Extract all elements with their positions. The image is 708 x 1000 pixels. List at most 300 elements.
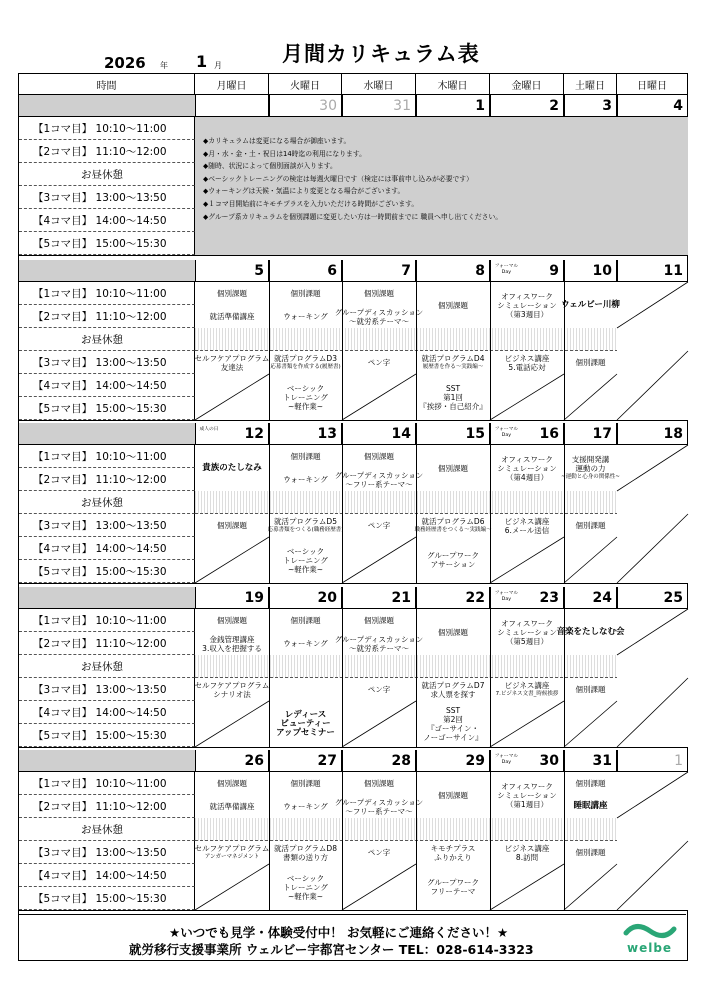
day-number: 27 <box>317 753 337 769</box>
schedule-cell <box>269 701 342 747</box>
schedule-cell <box>490 514 564 537</box>
cell-line: ウォーキング <box>283 475 328 484</box>
day-number: 6 <box>327 263 337 279</box>
cell-line: ~運動と心身の関係性~ <box>561 473 620 480</box>
day-box <box>416 260 490 282</box>
schedule-cell <box>564 772 617 795</box>
cell-line: 応募書類を作成する(履歴書) <box>270 363 341 370</box>
day-number: 19 <box>244 590 264 606</box>
day-box <box>195 750 269 772</box>
schedule-cell <box>269 305 342 328</box>
day-box <box>195 95 269 117</box>
cell-line: フリーテーマ <box>430 887 476 896</box>
cell-line: 就活プログラムD6 <box>421 516 485 526</box>
column-header: 火曜日 <box>269 74 342 95</box>
schedule-cell <box>556 609 625 655</box>
day-number: 3 <box>602 98 612 114</box>
day-number: 28 <box>391 753 411 769</box>
cell-line: ウェルビー川柳 <box>561 299 620 310</box>
day-number: 17 <box>592 426 612 442</box>
day-box <box>416 587 490 609</box>
schedule-cell <box>564 514 617 537</box>
timeslot-label: 【2コマ目】 11:10～12:00 <box>19 795 195 818</box>
day-box <box>490 750 564 772</box>
day-box <box>269 750 342 772</box>
cell-line: 個別課題 <box>438 463 468 473</box>
schedule-cell <box>195 514 269 537</box>
day-number: 16 <box>539 426 559 442</box>
day-box <box>617 750 688 772</box>
empty-slot-slash <box>617 678 688 747</box>
cell-line: SST <box>445 383 461 393</box>
day-number: 23 <box>539 590 559 606</box>
notice-line: ◆グループ系カリキュラムを個別課題に変更したい方は一時間前までに 職員へ申し出てください。 <box>203 212 503 221</box>
notice-line: ◆カリキュラムは変更になる場合が御座います。 <box>203 137 351 145</box>
cell-line: 就活プログラムD8 <box>274 843 337 853</box>
schedule-cell <box>195 795 269 818</box>
footer-slogan: ★いつでも見学・体験受付中！ お気軽にご連絡ください！★ <box>169 925 509 940</box>
schedule-cell <box>416 701 490 747</box>
notice-line: ◆ベーシックトレーニングの検定は毎週火曜日です（検定には事前申し込みが必要です） <box>203 174 473 183</box>
cell-line: 個別課題 <box>364 779 394 788</box>
cell-line: オフィスワーク <box>501 291 553 301</box>
cell-line: 就活準備講座 <box>209 312 255 321</box>
cell-line: ベーシック <box>286 383 325 393</box>
day-box <box>617 95 688 117</box>
schedule-cell <box>490 609 564 655</box>
empty-slot-slash <box>490 701 564 747</box>
day-box <box>269 260 342 282</box>
cell-line: （第4週目） <box>505 472 549 482</box>
day-number: 24 <box>592 590 612 606</box>
cell-line: レディース <box>284 709 327 720</box>
day-number: 9 <box>549 263 559 279</box>
schedule-cell <box>334 305 424 328</box>
day-box <box>564 260 617 282</box>
empty-slot-slash <box>564 537 617 583</box>
cell-line: ～就労系テーマ～ <box>349 643 409 653</box>
empty-slot-slash <box>617 282 688 328</box>
cell-line: 個別課題 <box>364 289 394 298</box>
cell-line: ウォーキング <box>283 312 328 321</box>
week-divider <box>19 420 688 421</box>
schedule-cell <box>342 678 416 701</box>
day-box <box>490 95 564 117</box>
column-header: 土曜日 <box>564 74 617 95</box>
cell-line: （第1週目） <box>505 799 549 809</box>
cell-line: 職務経歴書をつくる～実践編～ <box>414 526 492 533</box>
schedule-cell <box>416 374 490 420</box>
lunch-label: お昼休憩 <box>19 818 195 841</box>
cell-line: オフィスワーク <box>501 454 553 464</box>
schedule-cell <box>334 795 424 818</box>
day-number: 5 <box>254 263 264 279</box>
footer-contact: 就労移行支援事業所 ウェルビー宇都宮センター TEL：028-614-3323 <box>129 942 534 957</box>
cell-line: 支援開発講 <box>571 454 610 464</box>
timeslot-label: 【1コマ目】 10:10～11:00 <box>19 282 195 305</box>
cell-line: 『ゴーサイン・ <box>427 724 479 733</box>
cell-line: 就活準備講座 <box>209 802 255 811</box>
year-unit: 年 <box>160 61 168 70</box>
schedule-cell <box>490 445 564 491</box>
cell-line: 個別課題 <box>290 452 321 461</box>
day-box <box>195 260 269 282</box>
day-box <box>416 95 490 117</box>
timeslot-label: 【5コマ目】 15:00～15:30 <box>19 397 195 420</box>
empty-slot-slash <box>195 537 269 583</box>
schedule-cell <box>334 632 424 655</box>
cell-line: ~軽作業~ <box>287 564 324 574</box>
schedule-cell <box>416 445 490 491</box>
day-number: 12 <box>244 426 264 442</box>
day-number: 22 <box>465 590 485 606</box>
schedule-cell <box>490 351 564 374</box>
schedule-cell <box>416 514 490 537</box>
schedule-cell <box>269 468 342 491</box>
day-box <box>195 587 269 609</box>
cell-line: 個別課題 <box>575 521 606 530</box>
schedule-cell <box>561 282 620 328</box>
day-number: 4 <box>673 98 683 114</box>
cell-line: 貴族のたしなみ <box>202 462 262 473</box>
cell-line: 8.訪問 <box>515 852 539 862</box>
empty-slot-slash <box>564 374 617 420</box>
cell-line: 個別課題 <box>217 779 247 788</box>
cell-line: SST <box>445 706 461 715</box>
cell-line: セルフケアプログラム <box>194 680 270 690</box>
cell-line: オフィスワーク <box>501 618 553 628</box>
cell-line: ビューティー <box>280 718 331 729</box>
schedule-cell <box>416 772 490 818</box>
day-box <box>490 423 564 445</box>
cell-line: 『挨拶・自己紹介』 <box>419 401 487 411</box>
cell-line: グループディスカッション <box>334 634 424 644</box>
lunch-label: お昼休憩 <box>19 491 195 514</box>
day-number: 8 <box>475 263 485 279</box>
schedule-cell <box>269 351 342 374</box>
cell-line: ベーシック <box>286 873 325 883</box>
schedule-cell <box>269 282 342 305</box>
cell-line: 個別課題 <box>217 616 247 625</box>
cell-line: シミュレーション <box>497 300 557 310</box>
schedule-cell <box>342 772 416 795</box>
cell-line: アサーション <box>430 560 476 569</box>
cell-line: 金銭管理講座 <box>209 634 255 644</box>
notice-line: ◆ウォーキングは天候・気温により変更となる場合がございます。 <box>203 187 405 196</box>
empty-slot-slash <box>564 864 617 910</box>
cell-line: 運動の力 <box>575 463 606 473</box>
cell-line: 個別課題 <box>438 790 468 800</box>
cell-line: グループワーク <box>427 878 479 887</box>
schedule-cell <box>564 795 617 818</box>
cell-line: ビジネス講座 <box>504 680 550 690</box>
timeslot-label: 【5コマ目】 15:00～15:30 <box>19 724 195 747</box>
cell-line: グループディスカッション <box>334 470 424 480</box>
day-number: 31 <box>592 753 612 769</box>
timeslot-label: 【3コマ目】 13:00～13:50 <box>19 841 195 864</box>
schedule-cell <box>195 445 269 491</box>
timeslot-label: 【2コマ目】 11:10～12:00 <box>19 632 195 655</box>
day-number: 14 <box>391 426 411 442</box>
cell-line: 就活プログラムD5 <box>274 516 337 526</box>
timeslot-label: 【2コマ目】 11:10～12:00 <box>19 305 195 328</box>
schedule-cell <box>334 468 424 491</box>
timeslot-label: 【2コマ目】 11:10～12:00 <box>19 140 195 163</box>
timeslot-label: 【5コマ目】 15:00～15:30 <box>19 560 195 583</box>
week-divider <box>19 583 688 584</box>
timeslot-label: 【5コマ目】 15:00～15:30 <box>19 887 195 910</box>
cell-line: アンガーマネジメント <box>204 853 260 860</box>
timeslot-label: 【3コマ目】 13:00～13:50 <box>19 514 195 537</box>
cell-line: シナリオ法 <box>213 689 251 699</box>
day-box <box>617 260 688 282</box>
cell-line: シミュレーション <box>497 627 557 637</box>
schedule-cell <box>269 445 342 468</box>
notice-box <box>195 117 688 255</box>
schedule-cell <box>564 678 617 701</box>
cell-line: 個別課題 <box>217 521 247 530</box>
cell-line: オフィスワーク <box>501 781 553 791</box>
cell-line: シミュレーション <box>497 790 557 800</box>
day-number: 1 <box>475 98 485 114</box>
empty-slot-slash <box>342 701 416 747</box>
cell-line: 個別課題 <box>364 452 394 461</box>
schedule-cell <box>416 282 490 328</box>
cell-line: ～フリー系テーマ～ <box>345 479 413 489</box>
cell-line: ビジネス講座 <box>504 353 550 363</box>
schedule-cell <box>269 632 342 655</box>
empty-slot-slash <box>617 514 688 583</box>
day-number: 15 <box>465 426 485 442</box>
schedule-cell <box>416 609 490 655</box>
timeslot-label: 【5コマ目】 15:00～15:30 <box>19 232 195 255</box>
schedule-cell <box>342 841 416 864</box>
cell-line: （第5週目） <box>505 636 549 646</box>
column-header: 水曜日 <box>342 74 416 95</box>
cell-line: 5.電話応対 <box>508 362 546 372</box>
column-header: 日曜日 <box>617 74 688 95</box>
day-number: 30 <box>539 753 559 769</box>
cell-line: 個別課題 <box>217 289 247 298</box>
schedule-cell <box>342 351 416 374</box>
curriculum-table <box>18 73 688 961</box>
day-box <box>269 587 342 609</box>
cell-line: 応募書類をつくる(職務経歴書) <box>267 526 344 533</box>
day-number: 1 <box>674 753 683 769</box>
day-number: 10 <box>592 263 612 279</box>
notice-line: ◆随時、状況によって個別面談が入ります。 <box>203 162 337 171</box>
timeslot-label: 【4コマ目】 14:00～14:50 <box>19 701 195 724</box>
timeslot-label: 【1コマ目】 10:10～11:00 <box>19 117 195 140</box>
empty-slot-slash <box>617 351 688 420</box>
cell-line: 就活プログラムD3 <box>274 353 337 363</box>
day-box <box>269 423 342 445</box>
day-box <box>269 95 342 117</box>
day-box <box>564 587 617 609</box>
day-box <box>342 750 416 772</box>
cell-line: ウォーキング <box>283 639 328 648</box>
cell-line: セルフケアプログラム <box>194 353 270 363</box>
day-number: 18 <box>663 426 683 442</box>
cell-line: 個別課題 <box>364 616 394 625</box>
schedule-cell <box>416 537 490 583</box>
cell-line: ビジネス講座 <box>504 843 550 853</box>
week-divider <box>19 910 688 911</box>
cell-line: 個別課題 <box>438 300 468 310</box>
cell-line: 個別課題 <box>575 358 606 367</box>
cell-line: 7.ビジネス文書_時候挨拶 <box>495 690 559 697</box>
empty-slot-slash <box>342 537 416 583</box>
column-header: 時間 <box>19 74 195 95</box>
cell-line: ベーシック <box>286 546 325 556</box>
schedule-cell <box>269 374 342 420</box>
notice-line: ◆１コマ目開始前にキモチプラスを入力いただける時間がございます。 <box>203 199 419 208</box>
cell-line: アップセミナー <box>276 727 335 738</box>
empty-slot-slash <box>195 864 269 910</box>
schedule-cell <box>564 841 617 864</box>
timeslot-label: 【4コマ目】 14:00～14:50 <box>19 537 195 560</box>
schedule-cell <box>342 514 416 537</box>
cell-line: ~軽作業~ <box>287 401 324 411</box>
day-box <box>490 587 564 609</box>
schedule-cell <box>342 445 416 468</box>
cell-line: トレーニング <box>283 882 328 892</box>
cell-line: 個別課題 <box>438 627 468 637</box>
cell-line: 個別課題 <box>575 848 606 857</box>
cell-line: 友達法 <box>220 362 244 372</box>
cell-line: グループディスカッション <box>334 797 424 807</box>
day-number: 26 <box>244 753 264 769</box>
day-tag: フォーマル Day <box>494 426 519 438</box>
schedule-cell <box>269 772 342 795</box>
day-number: 21 <box>391 590 411 606</box>
column-header: 金曜日 <box>490 74 564 95</box>
empty-slot-slash <box>617 609 688 655</box>
cell-line: シミュレーション <box>497 463 557 473</box>
schedule-cell <box>195 841 269 864</box>
timeslot-label: 【4コマ目】 14:00～14:50 <box>19 209 195 232</box>
day-tag: フォーマル Day <box>494 590 519 602</box>
page-title: 月間カリキュラム表 <box>282 42 480 66</box>
cell-line: ふりかえり <box>434 852 472 862</box>
schedule-cell <box>342 282 416 305</box>
lunch-label: お昼休憩 <box>19 328 195 351</box>
cell-line: トレーニング <box>283 392 328 402</box>
day-box <box>490 260 564 282</box>
empty-slot-slash <box>342 374 416 420</box>
cell-line: 個別課題 <box>290 289 321 298</box>
schedule-cell <box>490 678 564 701</box>
column-header: 木曜日 <box>416 74 490 95</box>
cell-line: ペン字 <box>367 848 391 857</box>
schedule-cell <box>416 841 490 864</box>
cell-line: 6.メール送信 <box>504 525 550 535</box>
day-box <box>195 423 269 445</box>
schedule-cell <box>416 864 490 910</box>
column-header: 月曜日 <box>195 74 269 95</box>
year: 2026 <box>104 54 146 72</box>
timeslot-label: 【3コマ目】 13:00～13:50 <box>19 351 195 374</box>
cell-line: グループディスカッション <box>334 307 424 317</box>
lunch-label: お昼休憩 <box>19 163 195 186</box>
empty-slot-slash <box>490 537 564 583</box>
empty-slot-slash <box>490 864 564 910</box>
cell-line: ペン字 <box>367 358 391 367</box>
day-box <box>564 750 617 772</box>
day-box <box>342 587 416 609</box>
empty-slot-slash <box>564 701 617 747</box>
cell-line: ウォーキング <box>283 802 328 811</box>
cell-line: 求人票を探す <box>430 689 476 699</box>
schedule-cell <box>490 282 564 328</box>
day-number: 29 <box>465 753 485 769</box>
cell-line: グループワーク <box>427 551 479 560</box>
day-number: 13 <box>317 426 337 442</box>
cell-line: 書類の送り方 <box>283 852 328 862</box>
cell-line: ペン字 <box>367 521 391 530</box>
schedule-cell <box>564 351 617 374</box>
logo-text: welbe <box>627 941 673 955</box>
day-box <box>342 423 416 445</box>
cell-line: 個別課題 <box>290 616 321 625</box>
day-number: 31 <box>393 98 411 114</box>
cell-line: 3.収入を把握する <box>202 643 262 653</box>
cell-line: 個別課題 <box>575 685 606 694</box>
cell-line: セルフケアプログラム <box>194 843 270 853</box>
empty-slot-slash <box>617 841 688 910</box>
schedule-cell <box>561 445 620 491</box>
title-row <box>0 38 708 74</box>
day-box <box>342 260 416 282</box>
day-box <box>342 95 416 117</box>
cell-line: ノーゴーサイン』 <box>423 733 483 742</box>
cell-line: 第1回 <box>443 392 463 402</box>
day-box <box>416 750 490 772</box>
schedule-cell <box>195 351 269 374</box>
month: 1 <box>196 52 208 71</box>
schedule-cell <box>269 841 342 864</box>
cell-line: ~軽作業~ <box>287 891 324 901</box>
timeslot-label: 【3コマ目】 13:00～13:50 <box>19 186 195 209</box>
day-number: 30 <box>319 98 337 114</box>
lunch-label: お昼休憩 <box>19 655 195 678</box>
week-divider <box>19 255 688 256</box>
cell-line: 就活プログラムD7 <box>421 680 485 690</box>
empty-slot-slash <box>342 864 416 910</box>
cell-line: キモチプラス <box>430 843 476 853</box>
timeslot-label: 【2コマ目】 11:10～12:00 <box>19 468 195 491</box>
schedule-cell <box>195 678 269 701</box>
schedule-cell <box>342 609 416 632</box>
cell-line: 第2回 <box>443 715 463 724</box>
cell-line: ペン字 <box>367 685 391 694</box>
cell-line: ～就労系テーマ～ <box>349 316 409 326</box>
empty-slot-slash <box>490 374 564 420</box>
cell-line: 睡眠講座 <box>573 801 608 811</box>
empty-slot-slash <box>617 772 688 818</box>
cell-line: ビジネス講座 <box>504 516 550 526</box>
timeslot-label: 【4コマ目】 14:00～14:50 <box>19 374 195 397</box>
timeslot-label: 【4コマ目】 14:00～14:50 <box>19 864 195 887</box>
cell-line: 個別課題 <box>575 779 606 788</box>
schedule-cell <box>269 537 342 583</box>
cell-line: 個別課題 <box>290 779 321 788</box>
notice-line: ◆月・水・金・土・祝日は14時迄の利用になります。 <box>203 149 366 158</box>
day-tag: フォーマル Day <box>494 263 519 275</box>
cell-line: 音楽をたしなむ会 <box>556 626 625 637</box>
empty-slot-slash <box>195 374 269 420</box>
empty-slot-slash <box>617 445 688 491</box>
